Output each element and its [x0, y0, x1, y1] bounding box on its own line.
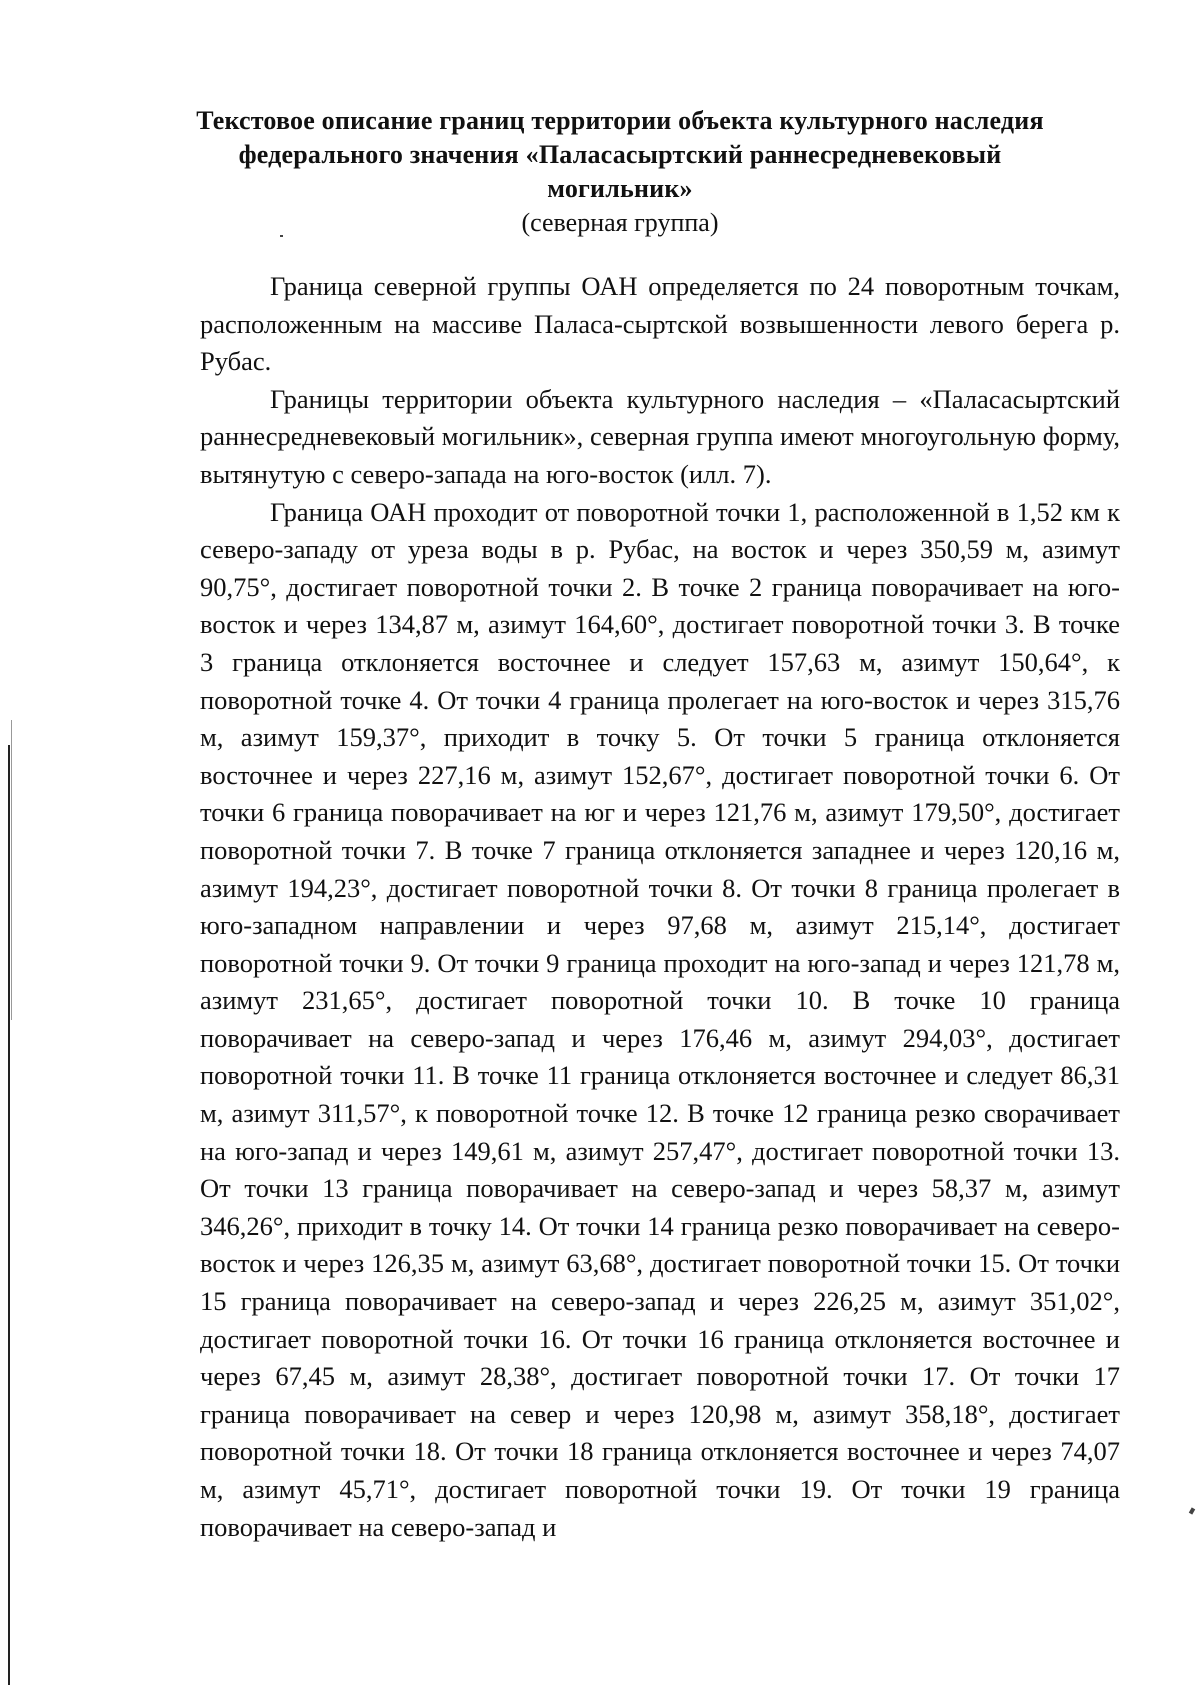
- scan-edge-line: [8, 745, 10, 1685]
- paragraph-3: Граница ОАН проходит от поворотной точки 1, расположенной в 1,52 км к северо-западу от уреза воды в р. Рубас, на восток и через 350,59 м, азимут 90,75°, достигает поворотной точки 2. В точке 2 граница поворачивает на юго-восток и через 134,87 м, азимут 164,60°, достигает поворотной точки 3. В точке 3 граница отклоняется восточнее и следует 157,63 м, азимут 150,64°, к поворотной точке 4. От точки 4 граница пролегает на юго-восток и через 315,76 м, азимут 159,37°, приходит в точку 5. От точки 5 граница отклоняется восточнее и через 227,16 м, азимут 152,67°, достигает поворотной точки 6. От точки 6 граница поворачивает на юг и через 121,76 м, азимут 179,50°, достигает поворотной точки 7. В точке 7 граница отклоняется западнее и через 120,16 м, азимут 194,23°, достигает поворотной точки 8. От точки 8 граница пролегает в юго-западном направлении и через 97,68 м, азимут 215,14°, достигает поворотной точки 9. От точки 9 граница проходит на юго-запад и через 121,78 м, азимут 231,65°, достигает поворотной точки 10. В точке 10 граница поворачивает на северо-запад и через 176,46 м, азимут 294,03°, достигает поворотной точки 11. В точке 11 граница отклоняется восточнее и следует 86,31 м, азимут 311,57°, к поворотной точке 12. В точке 12 граница резко сворачивает на юго-запад и через 149,61 м, азимут 257,47°, достигает поворотной точки 13. От точки 13 граница поворачивает на северо-запад и через 58,37 м, азимут 346,26°, приходит в точку 14. От точки 14 граница резко поворачивает на северо-восток и через 126,35 м, азимут 63,68°, достигает поворотной точки 15. От точки 15 граница поворачивает на северо-запад и через 226,25 м, азимут 351,02°, достигает поворотной точки 16. От точки 16 граница отклоняется восточнее и через 67,45 м, азимут 28,38°, достигает поворотной точки 17. От точки 17 граница поворачивает на север и через 120,98 м, азимут 358,18°, достигает поворотной точки 18. От точки 18 граница отклоняется восточнее и через 74,07 м, азимут 45,71°, достигает поворотной точки 19. От точки 19 граница поворачивает на северо-запад и: [200, 496, 1120, 1542]
- paragraph-2: Границы территории объекта культурного наследия – «Паласасыртский раннесредневековый могильник», северная группа имеют многоугольную форму, вытянутую с северо-запада на юго-восток (илл. 7).: [200, 383, 1120, 489]
- title-block: [190, 104, 1050, 240]
- subtitle: (северная группа): [521, 208, 719, 237]
- body-text: [200, 268, 1120, 1546]
- scan-speck: [280, 235, 283, 237]
- scan-edge-shadow: [11, 720, 12, 1020]
- scan-speck: [1189, 1507, 1195, 1514]
- paragraph-1: Граница северной группы ОАН определяется по 24 поворотным точкам, расположенным на массиве Паласа-сыртской возвышенности левого берега р. Рубас.: [200, 271, 1120, 377]
- title-line-2: федерального значения «Паласасыртский раннесредневековый: [238, 140, 1002, 169]
- title-line-3: могильник»: [547, 174, 693, 203]
- title-line-1: Текстовое описание границ территории объекта культурного наследия: [196, 106, 1044, 135]
